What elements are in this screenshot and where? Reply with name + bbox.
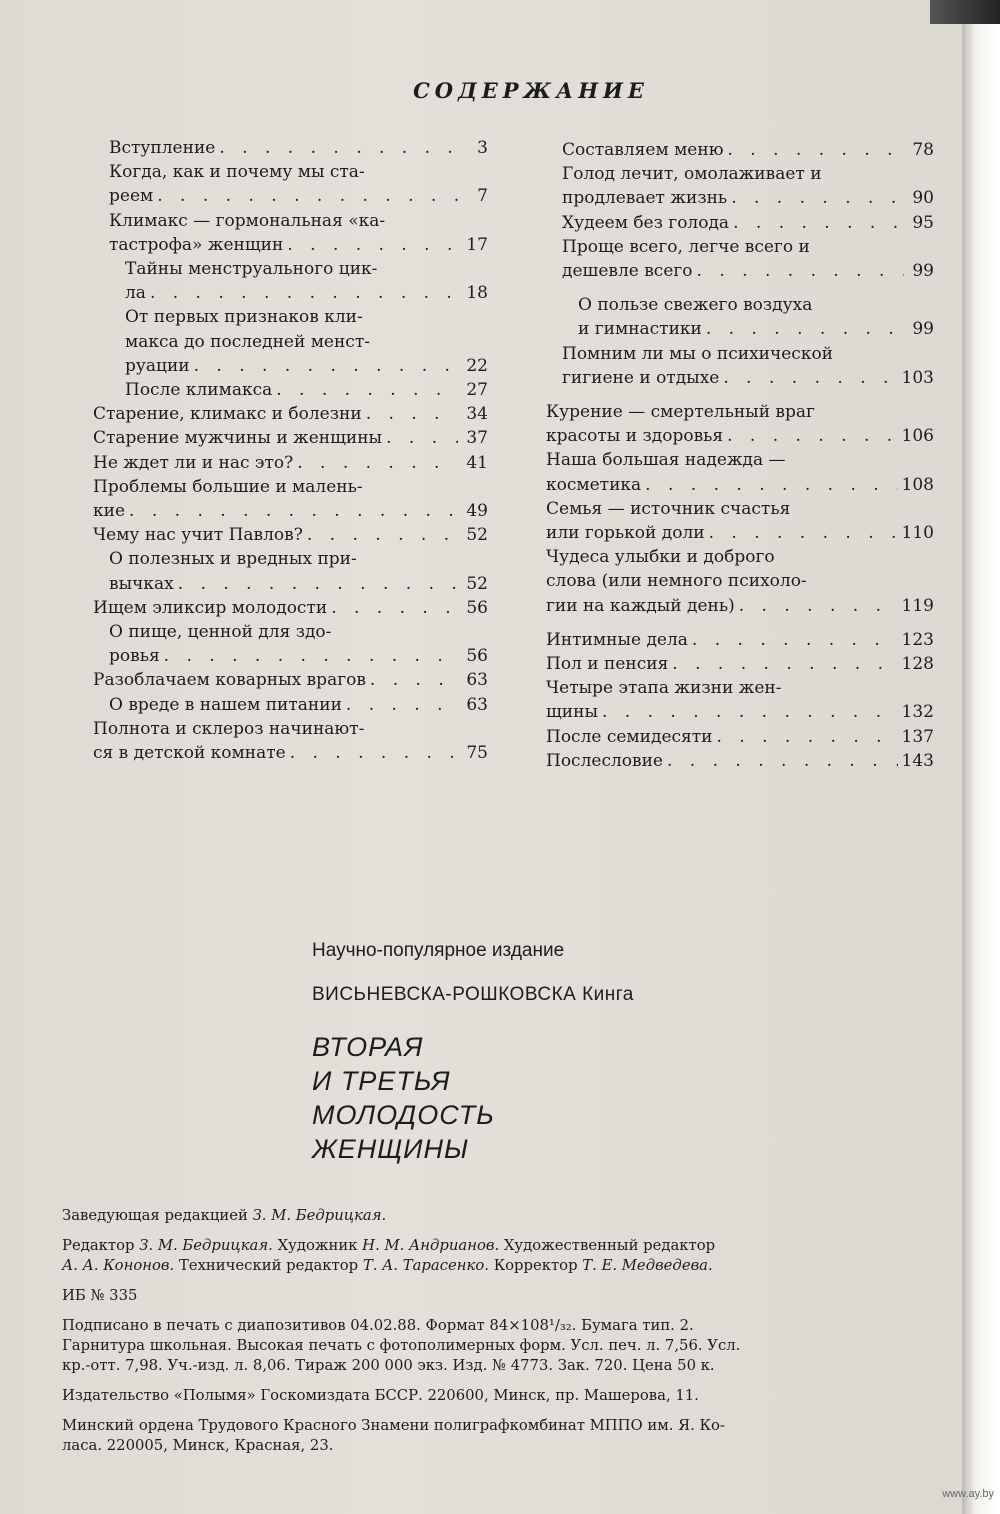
toc-entry — [93, 305, 488, 378]
toc-page-number: 119 — [901, 595, 934, 616]
toc-leader-dots — [307, 523, 458, 547]
toc-entry-title: Климакс — гормональная «ка- — [109, 210, 386, 231]
toc-entry-title: продлевает жизнь — [562, 188, 728, 209]
toc-entry-title: От первых признаков кли- — [125, 307, 363, 328]
toc-entry — [546, 448, 934, 496]
toc-leader-dots — [219, 136, 458, 160]
toc-page-number: 75 — [466, 743, 488, 764]
ib-number: ИБ № 335 — [62, 1287, 138, 1304]
toc-leader-dots — [164, 644, 458, 668]
toc-entry — [93, 523, 488, 547]
toc-page-number: 27 — [466, 380, 488, 401]
toc-page-number: 49 — [466, 501, 488, 522]
toc-leader-dots — [366, 402, 458, 426]
toc-entry-title: Чему нас учит Павлов? — [93, 525, 303, 546]
book-title-line: И ТРЕТЬЯ — [312, 1066, 451, 1096]
toc-page-number: 128 — [901, 654, 934, 675]
toc-entry — [546, 628, 934, 652]
toc-entry — [93, 547, 488, 595]
toc-entry — [546, 211, 934, 235]
toc-page-number: 22 — [466, 355, 488, 376]
print-details: Подписано в печать с диапозитивов 04.02.88. Формат 84×108¹/₃₂. Бумага тип. 2. Гарнитура школьная. Высокая печать с фотополимерных форм. Усл. печ. л. 7,56. Усл. кр.-отт. 7,98. Уч.-изд. л. 8,06. Тираж 200 000 экз. Изд. № 4773. Зак. 720. Цена 50 к. — [62, 1317, 741, 1374]
toc-entry-title: Старение мужчины и женщины — [93, 428, 383, 449]
toc-page-number: 132 — [901, 702, 934, 723]
toc-leader-dots — [331, 596, 458, 620]
toc-leader-dots — [194, 354, 458, 378]
toc-entry-title: Помним ли мы о психической — [562, 343, 834, 364]
toc-entry — [546, 725, 934, 749]
toc-leader-dots — [287, 233, 458, 257]
toc-entry — [93, 668, 488, 692]
toc-entry-title: О пище, ценной для здо- — [109, 622, 332, 643]
toc-entry — [93, 160, 488, 208]
toc-page-number: 3 — [477, 138, 488, 158]
toc-page-number: 78 — [912, 140, 934, 160]
toc-entry-title: Пол и пенсия — [546, 654, 669, 675]
toc-entry-title: Ищем эликсир молодости — [93, 597, 328, 618]
toc-leader-dots — [733, 211, 904, 235]
toc-entry-title: Составляем меню — [562, 140, 724, 160]
watermark: www.ay.by — [942, 1488, 994, 1500]
toc-entry-title: Старение, климакс и болезни — [93, 404, 362, 425]
printer-lines: Минский ордена Трудового Красного Знамени полиграфкомбинат МППО им. Я. Ко- ласа. 220005, Минск, Красная, 23. — [62, 1417, 725, 1454]
toc-entry-title: После климакса — [125, 380, 273, 401]
toc-entry — [93, 475, 488, 523]
book-title-line: ЖЕНЩИНЫ — [312, 1134, 469, 1164]
toc-leader-dots — [723, 366, 897, 390]
book-title-line: МОЛОДОСТЬ — [312, 1100, 495, 1130]
toc-entry-title: О полезных и вредных при- — [109, 549, 357, 570]
toc-leader-dots — [150, 281, 458, 305]
toc-entry-title: дешевле всего — [562, 261, 693, 282]
toc-entry-title: кие — [93, 501, 126, 522]
toc-page-number: 41 — [466, 452, 488, 473]
toc-page-number: 123 — [901, 629, 934, 650]
toc-page-number: 18 — [466, 283, 488, 304]
toc-page-number: 52 — [466, 573, 488, 594]
toc-page-number: 37 — [466, 428, 488, 449]
book-title-line: ВТОРАЯ — [312, 1032, 424, 1062]
toc-entry — [546, 293, 934, 341]
toc-page-number: 63 — [466, 670, 488, 691]
toc-entry — [93, 257, 488, 305]
toc-leader-dots — [297, 451, 458, 475]
toc-entry — [546, 749, 934, 773]
toc-page-number: 99 — [912, 261, 934, 282]
toc-page-number: 95 — [912, 212, 934, 233]
book-title — [312, 1030, 932, 1166]
toc-entry — [546, 235, 934, 283]
toc-entry-title: О вреде в нашем питании — [109, 694, 342, 715]
toc-page-number: 7 — [477, 186, 488, 207]
toc-entry-title: щины — [546, 702, 598, 723]
toc-entry — [546, 676, 934, 724]
toc-entry-title: Голод лечит, омолаживает и — [562, 164, 822, 185]
author-name: ВИСЬНЕВСКА-РОШКОВСКА Кинга — [312, 984, 634, 1005]
toc-page-number: 90 — [912, 188, 934, 209]
toc-entry — [93, 402, 488, 426]
toc-entry-title: Не ждет ли и нас это? — [93, 452, 294, 473]
toc-entry — [93, 717, 488, 765]
toc-page-number: 34 — [466, 404, 488, 425]
toc-leader-dots — [276, 378, 458, 402]
toc-page-number: 143 — [901, 750, 934, 771]
imprint-block — [312, 940, 932, 1166]
page-edge — [962, 0, 1000, 1514]
toc-leader-dots — [370, 668, 458, 692]
toc-leader-dots — [672, 652, 897, 676]
toc-entry-title: После семидесяти — [546, 726, 713, 747]
toc-page-number: 52 — [466, 525, 488, 546]
toc-page-number: 17 — [466, 234, 488, 255]
toc-entry-title: вычках — [109, 573, 174, 594]
toc-entry-title: гигиене и отдыхе — [562, 367, 720, 388]
toc-entry-title: Интимные дела — [546, 629, 688, 650]
toc-entry-title: Разоблачаем коварных врагов — [93, 670, 366, 691]
head-editor-line: Заведующая редакцией З. М. Бедрицкая. — [62, 1207, 387, 1224]
toc-entry-title: Послесловие — [546, 750, 663, 771]
toc-entry — [93, 451, 488, 475]
toc-leader-dots — [731, 186, 904, 210]
toc-leader-dots — [706, 317, 904, 341]
toc-leader-dots — [697, 259, 904, 283]
toc-leader-dots — [346, 693, 458, 717]
toc-leader-dots — [290, 741, 458, 765]
toc-leader-dots — [129, 499, 458, 523]
toc-entry — [93, 596, 488, 620]
toc-entry-title: руации — [125, 355, 190, 376]
toc-entry — [546, 342, 934, 390]
toc-leader-dots — [728, 138, 905, 162]
toc-entry-title: Худеем без голода — [562, 212, 730, 233]
toc-entry-title: Четыре этапа жизни жен- — [546, 678, 782, 699]
toc-entry-title: Полнота и склероз начинают- — [93, 718, 365, 739]
toc-entry — [546, 652, 934, 676]
toc-leader-dots — [739, 594, 898, 618]
toc-leader-dots — [692, 628, 898, 652]
toc-leader-dots — [386, 426, 458, 450]
toc-entry — [93, 209, 488, 257]
toc-page-number: 99 — [912, 319, 934, 340]
toc-entry-title: ровья — [109, 646, 160, 667]
toc-page-number: 63 — [466, 694, 488, 715]
toc-page-number: 103 — [901, 367, 934, 388]
toc-entry — [93, 378, 488, 402]
toc-entry — [546, 545, 934, 618]
toc-title: СОДЕРЖАНИЕ — [413, 78, 649, 103]
toc-leader-dots — [178, 572, 458, 596]
toc-entry-title: Курение — смертельный враг — [546, 402, 815, 423]
toc-right-column — [546, 138, 934, 773]
toc-page-number: 108 — [901, 474, 934, 495]
toc-leader-dots — [157, 184, 458, 208]
toc-entry-title: или горькой доли — [546, 523, 705, 544]
toc-entry — [93, 620, 488, 668]
toc-page-number: 137 — [901, 726, 934, 747]
toc-entry-title: и гимнастики — [578, 319, 702, 340]
toc-leader-dots — [717, 725, 898, 749]
toc-leader-dots — [667, 749, 898, 773]
toc-leader-dots — [645, 473, 897, 497]
toc-entry-title: ся в детской комнате — [93, 743, 286, 764]
toc-leader-dots — [709, 521, 898, 545]
toc-page-number: 106 — [901, 426, 934, 447]
toc-leader-dots — [727, 424, 897, 448]
toc-entry-title: гии на каждый день) — [546, 595, 735, 616]
toc-page-number: 56 — [466, 597, 488, 618]
toc-entry-title: О пользе свежего воздуха — [578, 295, 813, 316]
edition-genre: Научно-популярное издание — [312, 940, 565, 961]
toc-entry — [93, 136, 488, 160]
toc-left-column — [93, 136, 488, 765]
page-corner-shadow — [930, 0, 1000, 24]
toc-entry-title: макса до последней менст- — [125, 331, 370, 352]
toc-entry-title: Когда, как и почему мы ста- — [109, 162, 365, 183]
credits-block — [62, 1206, 922, 1466]
staff-lines: Редактор З. М. Бедрицкая. Художник Н. М. Андрианов. Художественный редактор А. А. Кононов. Технический редактор Т. А. Тарасенко. Корректор Т. Е. Медведева. — [62, 1237, 716, 1274]
toc-entry — [546, 400, 934, 448]
toc-entry-title: реем — [109, 186, 154, 207]
toc-entry — [546, 162, 934, 210]
toc-entry — [546, 138, 934, 162]
toc-leader-dots — [602, 700, 898, 724]
toc-entry-title: Семья — источник счастья — [546, 498, 791, 519]
toc-entry — [93, 426, 488, 450]
toc-page-number: 56 — [466, 646, 488, 667]
toc-entry-title: тастрофа» женщин — [109, 234, 284, 255]
toc-entry — [93, 693, 488, 717]
toc-entry-title: красоты и здоровья — [546, 426, 724, 447]
toc-entry-title: слова (или немного психоло- — [546, 571, 807, 592]
toc-entry-title: Вступление — [109, 138, 216, 158]
toc-entry-title: Проще всего, легче всего и — [562, 236, 810, 257]
toc-page-number: 110 — [901, 523, 934, 544]
toc-entry-title: Тайны менструального цик- — [125, 259, 378, 280]
toc-entry-title: Чудеса улыбки и доброго — [546, 547, 775, 568]
toc-entry — [546, 497, 934, 545]
toc-entry-title: ла — [125, 283, 146, 304]
toc-entry-title: Проблемы большие и малень- — [93, 476, 363, 497]
publisher-line: Издательство «Полымя» Госкомиздата БССР. 220600, Минск, пр. Машерова, 11. — [62, 1387, 699, 1404]
toc-entry-title: Наша большая надежда — — [546, 450, 786, 471]
toc-entry-title: косметика — [546, 474, 642, 495]
